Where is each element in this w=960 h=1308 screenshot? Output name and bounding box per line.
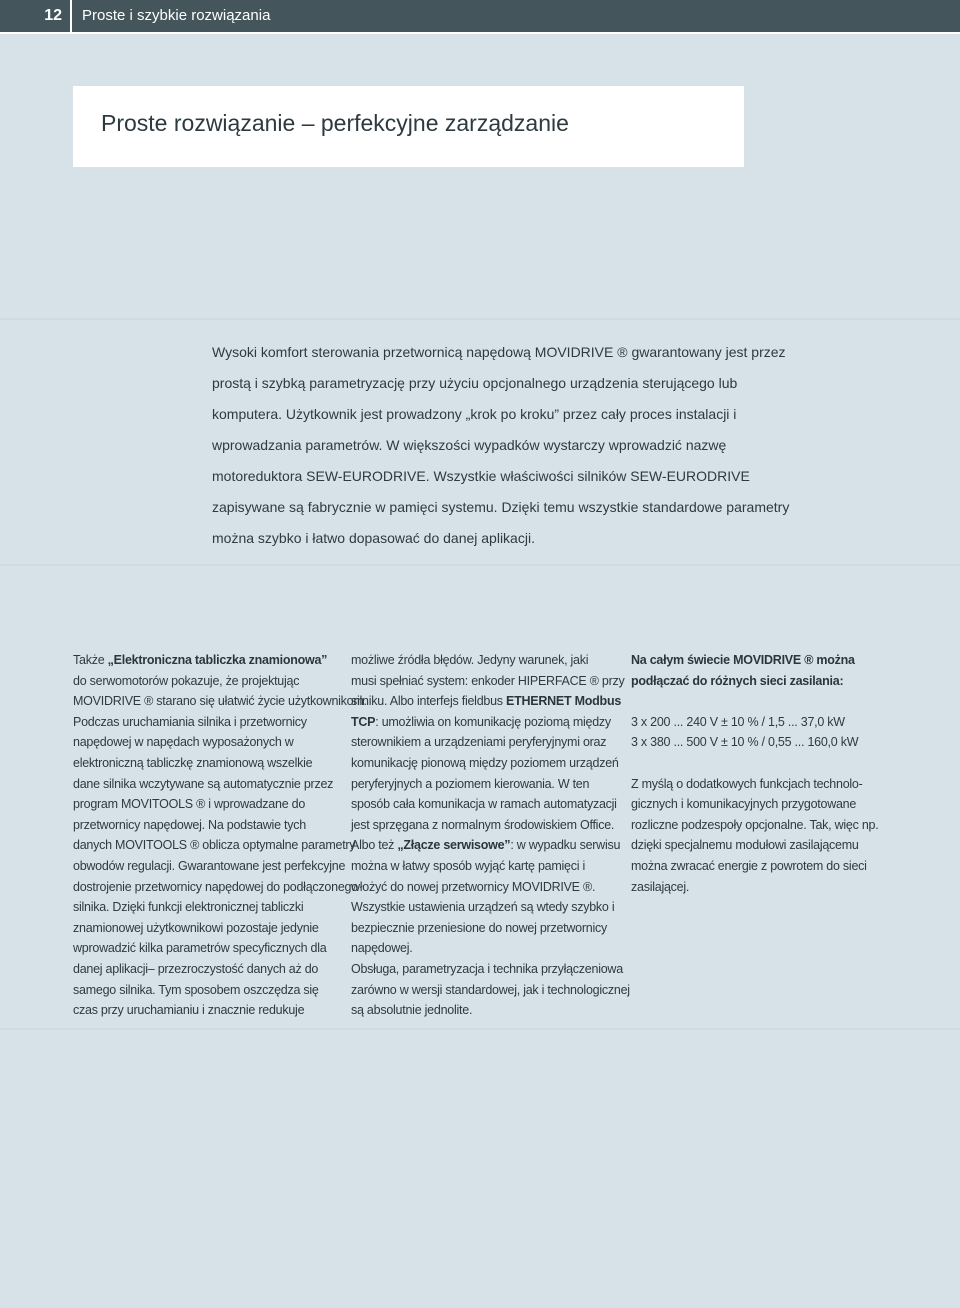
column-line: danych MOVITOOLS ® oblicza optymalne parametry <box>73 838 356 853</box>
column-line: dzięki specjalnemu modułowi zasilającemu <box>631 838 859 853</box>
column-line: zasilającej. <box>631 879 690 894</box>
column-line: obwodów regulacji. Gwarantowane jest perfekcyjne <box>73 858 346 873</box>
intro-paragraph <box>212 337 790 554</box>
footer-band <box>0 1030 960 1308</box>
headline-band <box>0 34 960 318</box>
column-line: Podczas uruchamiania silnika i przetwornicy <box>73 714 307 729</box>
intro-line: zapisywane są fabrycznie w pamięci systemu. Dzięki temu wszystkie standardowe parametry <box>212 499 790 515</box>
text-column-3 <box>631 650 896 897</box>
column-line: elektroniczną tabliczkę znamionową wszelkie <box>73 755 313 770</box>
page-headline: Proste rozwiązanie – perfekcyjne zarządzanie <box>101 110 569 136</box>
highlight-term: TCP <box>351 714 376 729</box>
column-line: Obsługa, parametryzacja i technika przyłączeniowa <box>351 961 623 976</box>
column-line: napędowej. <box>351 941 413 956</box>
spacer <box>631 753 896 774</box>
column-line: zarówno w wersji standardowej, jak i technologicznej <box>351 982 630 997</box>
column-line: komunikację pionową między poziomem urządzeń <box>351 755 619 770</box>
column-heading-line: Na całym świecie MOVIDRIVE ® można <box>631 653 855 667</box>
text-column-2 <box>351 650 630 1021</box>
section-title: Proste i szybkie rozwiązania <box>82 7 271 24</box>
header-bar <box>0 0 960 34</box>
column-line: musi spełniać system: enkoder HIPERFACE ® przy <box>351 673 625 688</box>
intro-line: komputera. Użytkownik jest prowadzony „krok po kroku” przez cały proces instalacji i <box>212 406 737 422</box>
column-line: włożyć do nowej przetwornicy MOVIDRIVE ®. <box>351 879 596 894</box>
column-line: napędowej w napędach wyposażonych w <box>73 735 294 750</box>
column-line: TCP: umożliwia on komunikację poziomą między <box>351 714 611 729</box>
column-heading-line: podłączać do różnych sieci zasilania: <box>631 673 844 688</box>
column-line: peryferyjnych a poziomem kierowania. W ten <box>351 776 590 791</box>
column-line: bezpiecznie przeniesione do nowej przetwornicy <box>351 920 608 935</box>
column-line: dostrojenie przetwornicy napędowej do podłączonego <box>73 879 358 894</box>
column-line: Albo też „Złącze serwisowe”: w wypadku serwisu <box>351 838 621 853</box>
column-line: można w łatwy sposób wyjąć kartę pamięci i <box>351 858 586 873</box>
column-line: jest sprzęgana z normalnym środowiskiem Office. <box>351 817 615 832</box>
highlight-term: ETHERNET Modbus <box>506 694 622 709</box>
spacer <box>631 691 896 712</box>
intro-line: motoreduktora SEW-EURODRIVE. Wszystkie właściwości silników SEW-EURODRIVE <box>212 468 750 484</box>
column-line: czas przy uruchamianiu i znacznie redukuje <box>73 1003 305 1018</box>
headline-box <box>73 86 744 167</box>
column-line: Wszystkie ustawienia urządzeń są wtedy szybko i <box>351 900 615 915</box>
column-line: Z myślą o dodatkowych funkcjach technolo- <box>631 776 863 791</box>
intro-line: wprowadzania parametrów. W większości wypadków wystarczy wprowadzić nazwę <box>212 437 727 453</box>
column-line: Także „Elektroniczna tabliczka znamionowa” <box>73 653 328 667</box>
column-line: program MOVITOOLS ® i wprowadzane do <box>73 797 306 812</box>
column-line: silniku. Albo interfejs fieldbus ETHERNET Modbus <box>351 694 622 709</box>
column-line: samego silnika. Tym sposobem oszczędza się <box>73 982 319 997</box>
spec-line: 3 x 380 ... 500 V ± 10 % / 0,55 ... 160,0 kW <box>631 735 859 750</box>
column-line: wprowadzić kilka parametrów specyficznych dla <box>73 941 327 956</box>
column-line: znamionowej użytkownikowi pozostaje jedynie <box>73 920 319 935</box>
column-line: gicznych i komunikacyjnych przygotowane <box>631 797 857 812</box>
column-line: można zwracać energie z powrotem do sieci <box>631 858 867 873</box>
page-number: 12 <box>0 0 72 32</box>
column-line: silnika. Dzięki funkcji elektronicznej tabliczki <box>73 900 304 915</box>
column-line: dane silnika wczytywane są automatycznie przez <box>73 776 334 791</box>
column-line: możliwe źródła błędów. Jedyny warunek, jaki <box>351 653 589 667</box>
column-line: MOVIDRIVE ® starano się ułatwić życie użytkownikom. <box>73 694 367 709</box>
intro-line: prostą i szybką parametryzację przy użyciu opcjonalnego urządzenia sterującego lub <box>212 375 738 391</box>
column-line: sposób cała komunikacja w ramach automatyzacji <box>351 797 617 812</box>
spec-line: 3 x 200 ... 240 V ± 10 % / 1,5 ... 37,0 kW <box>631 714 845 729</box>
intro-line: można szybko i łatwo dopasować do danej aplikacji. <box>212 530 535 546</box>
column-line: do serwomotorów pokazuje, że projektując <box>73 673 300 688</box>
column-line: przetwornicy napędowej. Na podstawie tych <box>73 817 306 832</box>
intro-line: Wysoki komfort sterowania przetwornicą napędową MOVIDRIVE ® gwarantowany jest przez <box>212 344 786 360</box>
highlight-term: „Złącze serwisowe” <box>397 838 511 853</box>
column-line: rozliczne podzespoły opcjonalne. Tak, więc np. <box>631 817 879 832</box>
column-line: sterownikiem a urządzeniami peryferyjnymi oraz <box>351 735 607 750</box>
column-line: są absolutnie jednolite. <box>351 1003 473 1018</box>
column-line: danej aplikacji– przezroczystość danych aż do <box>73 961 319 976</box>
highlight-term: „Elektroniczna tabliczka znamionowa” <box>107 653 328 667</box>
